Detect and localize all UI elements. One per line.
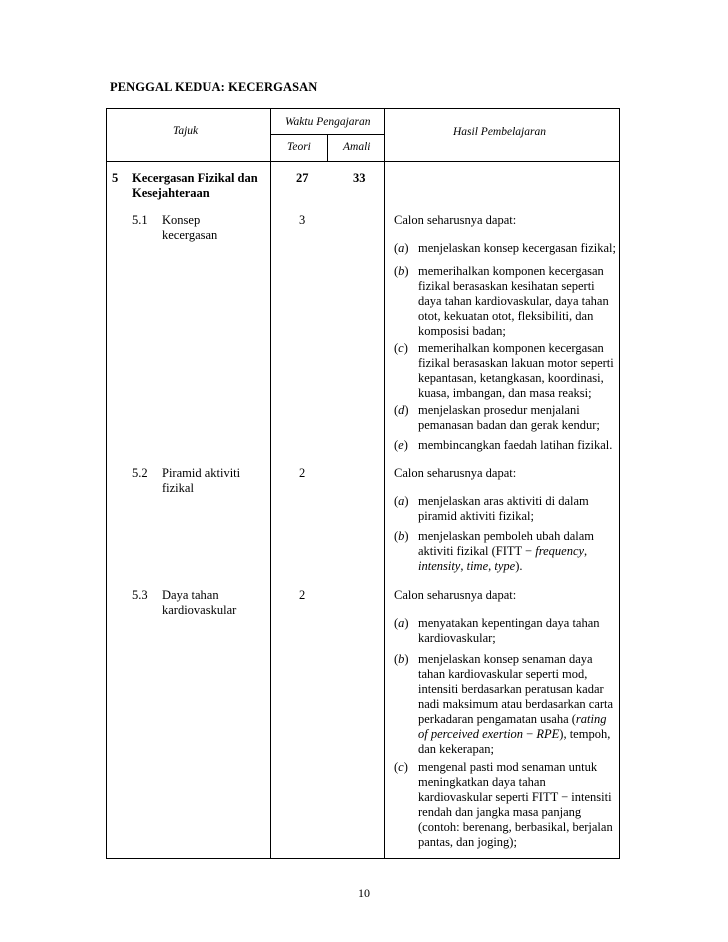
- topic-teori: 27: [296, 171, 309, 185]
- subtopic-teori: 3: [299, 213, 306, 227]
- header-divider: [270, 134, 384, 135]
- column-divider: [270, 109, 271, 858]
- outcome-label: (c): [394, 760, 408, 774]
- outcome-intro: Calon seharusnya dapat:: [394, 213, 517, 227]
- subtopic-number: 5.3: [132, 588, 148, 602]
- subtopic-name-line1: Daya tahan: [162, 588, 219, 602]
- page-number: 10: [358, 886, 370, 900]
- outcome-label: (d): [394, 403, 409, 417]
- rpe-line: perkadaran pengamatan usaha (rating: [418, 712, 607, 726]
- outcome-text: menjelaskan konsep kecergasan fizikal;: [418, 241, 616, 255]
- section-title: PENGGAL KEDUA: KECERGASAN: [110, 80, 318, 94]
- header-hasil: Hasil Pembelajaran: [453, 126, 546, 138]
- outcome-label: (c): [394, 341, 408, 355]
- topic-amali: 33: [353, 171, 366, 185]
- subtopic-name-line2: fizikal: [162, 481, 194, 495]
- header-tajuk: Tajuk: [173, 125, 199, 137]
- header-teori: Teori: [287, 141, 311, 153]
- subtopic-teori: 2: [299, 466, 306, 480]
- topic-number: 5: [112, 171, 119, 185]
- subtopic-number: 5.2: [132, 466, 148, 480]
- subtopic-name-line2: kecergasan: [162, 228, 218, 242]
- subtopic-name-line2: kardiovaskular: [162, 603, 237, 617]
- subtopic-name-line1: Piramid aktiviti: [162, 466, 241, 480]
- outcome-label: (a): [394, 616, 409, 630]
- outcome-label: (a): [394, 494, 409, 508]
- subtopic-teori: 2: [299, 588, 306, 602]
- column-divider: [384, 109, 385, 858]
- column-divider: [327, 134, 328, 161]
- fitt-line: aktiviti fizikal (FITT − frequency,: [418, 544, 588, 558]
- fitt-line-2: intensity, time, type).: [418, 559, 523, 573]
- outcome-text: menjelaskan pemboleh ubah dalam aktiviti fizikal (FITT − frequency, intensity, time, type).: [418, 529, 594, 573]
- header-waktu: Waktu Pengajaran: [285, 116, 371, 128]
- header-divider: [107, 161, 619, 162]
- outcome-text: memerihalkan komponen kecergasan fizikal berasaskan lakuan motor seperti kepantasan, ketangkasan, koordinasi, kuasa, imbangan, dan masa reaksi;: [418, 341, 614, 400]
- outcome-text: menjelaskan prosedur menjalani pemanasan badan dan gerak kendur;: [418, 403, 600, 432]
- outcome-text: menjelaskan konsep senaman daya tahan kardiovaskular seperti mod, intensiti berdasarkan peratusan kadar nadi maksimum atau berdasarkan carta perkadaran pengamatan usaha (rating of perceived exertion − RPE), tempoh, dan kekerapan;: [418, 652, 614, 756]
- outcome-text: menjelaskan aras aktiviti di dalam piramid aktiviti fizikal;: [418, 494, 589, 523]
- subtopic-name-line1: Konsep: [162, 213, 201, 227]
- topic-title-line2: Kesejahteraan: [132, 186, 210, 200]
- outcome-label: (b): [394, 264, 409, 278]
- outcome-label: (a): [394, 241, 409, 255]
- outcome-label: (e): [394, 438, 408, 452]
- outcome-text: mengenal pasti mod senaman untuk meningkatkan daya tahan kardiovaskular seperti FITT − intensiti rendah dan jangka masa panjang (contoh: berenang, berbasikal, berjalan pantas, dan joging);: [418, 760, 613, 849]
- outcome-text: menyatakan kepentingan daya tahan kardiovaskular;: [418, 616, 600, 645]
- rpe-line-2: of perceived exertion − RPE), tempoh,: [418, 727, 611, 741]
- topic-title-line1: Kecergasan Fizikal dan: [132, 171, 258, 185]
- outcome-label: (b): [394, 529, 409, 543]
- header-amali: Amali: [343, 141, 371, 153]
- subtopic-number: 5.1: [132, 213, 148, 227]
- outcome-label: (b): [394, 652, 409, 666]
- outcome-text: memerihalkan komponen kecergasan fizikal berasaskan kesihatan seperti daya tahan kardiovaskular, daya tahan otot, kekuatan otot, fleksibiliti, dan komposisi badan;: [418, 264, 609, 338]
- outcome-intro: Calon seharusnya dapat:: [394, 466, 517, 480]
- outcome-text: membincangkan faedah latihan fizikal.: [418, 438, 613, 452]
- outcome-intro: Calon seharusnya dapat:: [394, 588, 517, 602]
